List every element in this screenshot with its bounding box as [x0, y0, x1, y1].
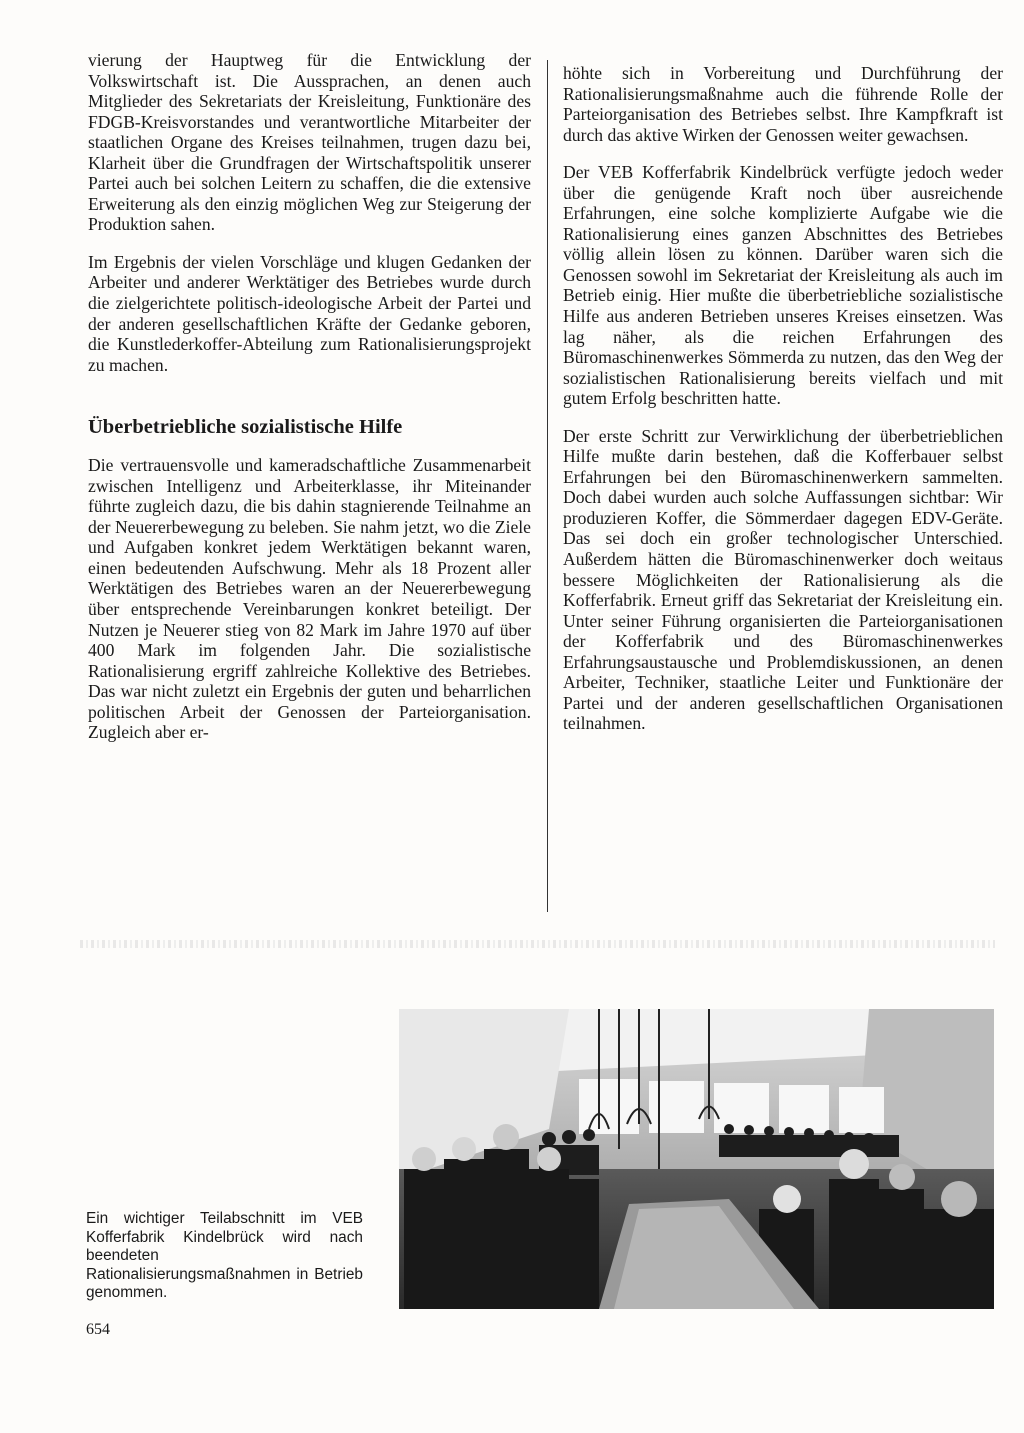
scan-noise-band — [80, 940, 995, 948]
right-paragraph-1: höhte sich in Vorbereitung und Durchführung der Rationalisierungsmaßnahme auch die führende Rolle der Parteiorganisation des Betriebes selbst. Ihre Kampfkraft ist durch das aktive Wirken der Genossen weiter gewachsen. — [563, 63, 1003, 145]
right-paragraph-3: Der erste Schritt zur Verwirklichung der überbetrieblichen Hilfe mußte darin bestehen, daß die Kofferbauer selbst Erfahrungen bei den Büromaschinenwerkern sammelten. Doch dabei wurden auch solche Auffassungen sichtbar: Wir produzieren Koffer, die Sömmerdaer dagegen EDV-Geräte. Das sei doch ein großer technologischer Unterschied. Außerdem hätten die Büromaschinenwerker doch weitaus bessere Möglichkeiten der Rationalisierung als die Kofferfabrik. Erneut griff das Sekretariat der Kreisleitung ein. Unter seiner Führung organisierten die Parteiorganisationen der Kofferfabrik und des Büromaschinenwerkes Erfahrungsaustausche und Problemdiskussionen, an denen Arbeiter, Techniker, staatliche Leiter und Funktionäre der Partei und der anderen gesellschaftlichen Organisationen teilnahmen. — [563, 425, 1003, 734]
page-number: 654 — [86, 1321, 110, 1338]
column-divider — [547, 60, 548, 912]
right-paragraph-2: Der VEB Kofferfabrik Kindelbrück verfügte jedoch weder über die genügende Kraft noch über ausreichende Erfahrungen, eine solche komplizierte Aufgabe wie die Rationalisierung eines ganzen Abschnittes des Betriebes völlig allein lösen zu können. Darüber waren sich die Genossen sowohl im Sekretariat der Kreisleitung als auch im Betrieb einig. Hier mußte die überbetriebliche sozialistische Hilfe aus anderen Betrieben unseres Kreises einsetzen. Was lag näher, als die reichen Erfahrungen des Büromaschinenwerkes Sömmerda zu nutzen, das den Weg der sozialistischen Rationalisierung bereits vielfach und mit gutem Erfolg beschritten hatte. — [563, 162, 1003, 409]
left-column — [88, 50, 531, 743]
left-paragraph-1: vierung der Hauptweg für die Entwicklung der Volkswirtschaft ist. Die Aussprachen, an denen auch Mitglieder des Sekretariats der Kreisleitung, Funktionäre des FDGB-Kreisvorstandes und verantwortliche Mitarbeiter der staatlichen Organe des Kreises teilnahmen, trugen dazu bei, Klarheit über die Grundfragen der Wirtschaftspolitik unserer Partei auch bei solchen Leitern zu schaffen, die die extensive Erweiterung als den einzig möglichen Weg zur Steigerung der Produktion sahen. — [88, 50, 531, 235]
factory-photo — [399, 1009, 994, 1309]
right-column — [563, 63, 1003, 734]
section-heading: Überbetriebliche sozialistische Hilfe — [88, 416, 403, 439]
left-paragraph-2: Im Ergebnis der vielen Vorschläge und klugen Gedanken der Arbeiter und anderer Werktätiger des Betriebes wurde durch die zielgerichtete politisch-ideologische Arbeit der Partei und der anderen gesellschaftlichen Kräfte der Gedanke geboren, die Kunstlederkoffer-Abteilung zum Rationalisierungsprojekt zu machen. — [88, 251, 531, 375]
left-paragraph-3: Die vertrauensvolle und kameradschaftliche Zusammenarbeit zwischen Intelligenz und Arbeiterklasse, ihr Miteinander führte zugleich dazu, die bis dahin stagnierende Teilnahme an der Neuererbewegung zu beleben. Sie nahm jetzt, wo die Ziele und Aufgaben konkret jedem Werktätigen bekannt waren, einen bedeutenden Aufschwung. Mehr als 18 Prozent aller Werktätigen des Betriebes waren an der Neuererbewegung über entsprechende Vereinbarungen konkret beteiligt. Der Nutzen je Neuerer stieg von 82 Mark im Jahre 1970 auf über 400 Mark im folgenden Jahr. Die sozialistische Rationalisierung ergriff zahlreiche Kollektive des Betriebes. Das war nicht zuletzt ein Ergebnis der guten und beharrlichen politischen Arbeit der Genossen der Parteiorganisation. Zugleich aber er- — [88, 455, 531, 743]
photo-caption: Ein wichtiger Teilabschnitt im VEB Kofferfabrik Kindelbrück wird nach beendeten Rationalisierungsmaßnahmen in Betrieb genommen. — [86, 1210, 363, 1301]
factory-photo-image — [399, 1009, 994, 1309]
